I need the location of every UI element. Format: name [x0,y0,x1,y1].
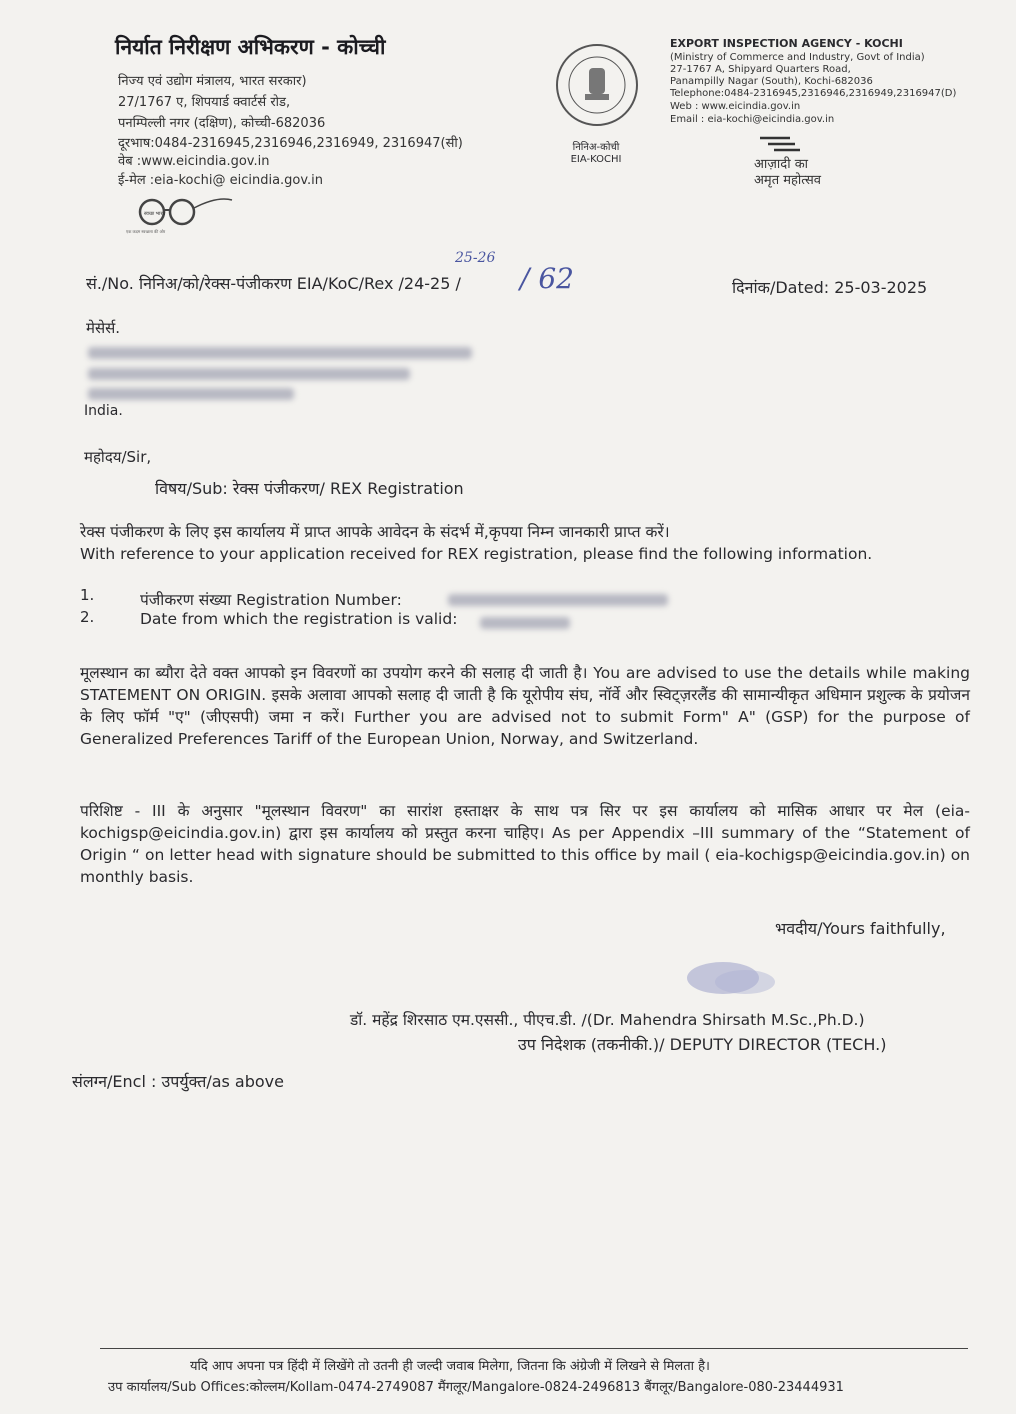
subject-line: विषय/Sub: रेक्स पंजीकरण/ REX Registration [155,479,464,498]
letter-date: दिनांक/Dated: 25-03-2025 [732,278,928,297]
address-hindi-line: निज्य एवं उद्योग मंत्रालय, भारत सरकार) [118,74,307,89]
swachh-bharat-logo [122,196,242,236]
emblem-caption [556,142,636,166]
redacted-address-line [88,388,294,400]
signatory-designation: उप निदेशक (तकनीकी.)/ DEPUTY DIRECTOR (TECH.) [518,1035,887,1054]
address-hindi-line: 27/1767 ए, शिपयार्ड क्वार्टर्स रोड, [118,95,291,110]
signature-image [683,958,783,998]
emblem-caption-hindi: निनिअ-कोची [572,142,620,153]
addressee-country: India. [84,403,123,419]
salutation: महोदय/Sir, [84,448,152,466]
address-english-line: Email : eia-kochi@eicindia.gov.in [670,114,835,125]
appendix-paragraph: परिशिष्ट - III के अनुसार "मूलस्थान विवरण" का सारांश हस्ताक्षर के साथ पत्र सिर पर इस कार्यालय को मासिक आधार पर मेल (eia-kochigsp@eicindia.gov.in) द्वारा इस कार्यालय को प्रस्तुत करना चाहिए। As per Appendix –III summary of the “Statement of Origin “ on letter head with signature should be submitted to this office by mail ( eia-kochigsp@eicindia.gov.in) on monthly basis. [80,802,970,886]
signatory-name: डॉ. महेंद्र शिरसाठ एम.एससी., पीएच.डी. /(Dr. Mahendra Shirsath M.Sc.,Ph.D.) [350,1011,865,1029]
enclosure-line: संलग्न/Encl : उपर्युक्त/as above [72,1072,284,1091]
org-name-hindi: निर्यात निरीक्षण अभिकरण - कोच्ची [115,35,386,59]
intro-english: With reference to your application received for REX registration, please find the following information. [80,545,873,563]
redacted-validity-date [480,617,570,629]
azadi-word: आज़ादी का [754,157,809,172]
footer-sub-offices: उप कार्यालय/Sub Offices:कोल्लम/Kollam-0474-2749087 मैंगलूर/Mangalore-0824-2496813 बैंगलूर/Bangalore-080-23444931 [108,1380,844,1395]
closing-salutation: भवदीय/Yours faithfully, [775,919,946,938]
list-item-number: 1. [80,586,95,604]
emblem-caption-english: EIA-KOCHI [570,154,622,165]
footer-divider [100,1348,968,1349]
redacted-registration-number [448,594,668,606]
intro-paragraph [80,521,970,565]
addressee-prefix: मेसेर्स. [86,319,121,337]
validity-date-label: Date from which the registration is valid: [140,610,458,628]
address-english-line: 27-1767 A, Shipyard Quarters Road, [670,64,851,75]
address-english-line: Telephone:0484-2316945,2316946,2316949,2316947(D) [670,88,957,99]
swachh-word: स्वच्छ भारत [144,211,166,217]
address-english-line: Panampilly Nagar (South), Kochi-682036 [670,76,873,87]
address-english-line: Web : www.eicindia.gov.in [670,101,801,112]
reference-number: सं./No. निनिअ/को/रेक्स-पंजीकरण EIA/KoC/Rex /24-25 / [86,274,461,293]
address-hindi-line: दूरभाष:0484-2316945,2316946,2316949, 2316947(सी) [118,136,463,151]
footer-hindi-note: यदि आप अपना पत्र हिंदी में लिखेंगे तो उतनी ही जल्दी जवाब मिलेगा, जितना कि अंग्रेजी में लिखने से मिलता है। [190,1359,710,1374]
azadi-ka-amrit-mahotsav-logo [750,130,870,190]
address-english-line: (Ministry of Commerce and Industry, Govt of India) [670,52,925,63]
address-hindi-line: वेब :www.eicindia.gov.in [118,154,270,169]
eia-emblem-icon [552,40,642,140]
registration-number-label: पंजीकरण संख्या Registration Number: [140,591,402,609]
address-hindi-line: ई-मेल :eia-kochi@ eicindia.gov.in [118,173,324,188]
redacted-company-name [88,347,472,359]
amrit-word: अमृत महोत्सव [754,173,822,188]
handwritten-year: 25-26 [455,250,496,266]
handwritten-number: / 62 [520,262,574,295]
address-hindi-line: पनम्पिल्ली नगर (दक्षिण), कोच्ची-682036 [118,116,326,131]
swachh-tagline: एक कदम स्वच्छता की ओर [126,229,166,234]
list-item-number: 2. [80,608,95,626]
org-name-english: EXPORT INSPECTION AGENCY - KOCHI [670,37,903,50]
redacted-address-line [88,368,410,380]
advice-paragraph: मूलस्थान का ब्यौरा देते वक्त आपको इन विवरणों का उपयोग करने की सलाह दी जाती है। You are advised to use the details while making STATEMENT ON ORIGIN. इसके अलावा आपको सलाह दी जाती है कि यूरोपीय संघ, नॉर्वे और स्विट्ज़रलैंड की सामान्यीकृत अधिमान प्रशुल्क के प्रयोजन के लिए फॉर्म "ए" (जीएसपी) जमा न करें। Further you are advised not to submit Form" A" (GSP) for the purpose of Generalized Preferences Tariff of the European Union, Norway, and Switzerland. [80,664,970,748]
intro-hindi: रेक्स पंजीकरण के लिए इस कार्यालय में प्राप्त आपके आवेदन के संदर्भ में,कृपया निम्न जानकारी प्राप्त करें। [80,523,670,541]
